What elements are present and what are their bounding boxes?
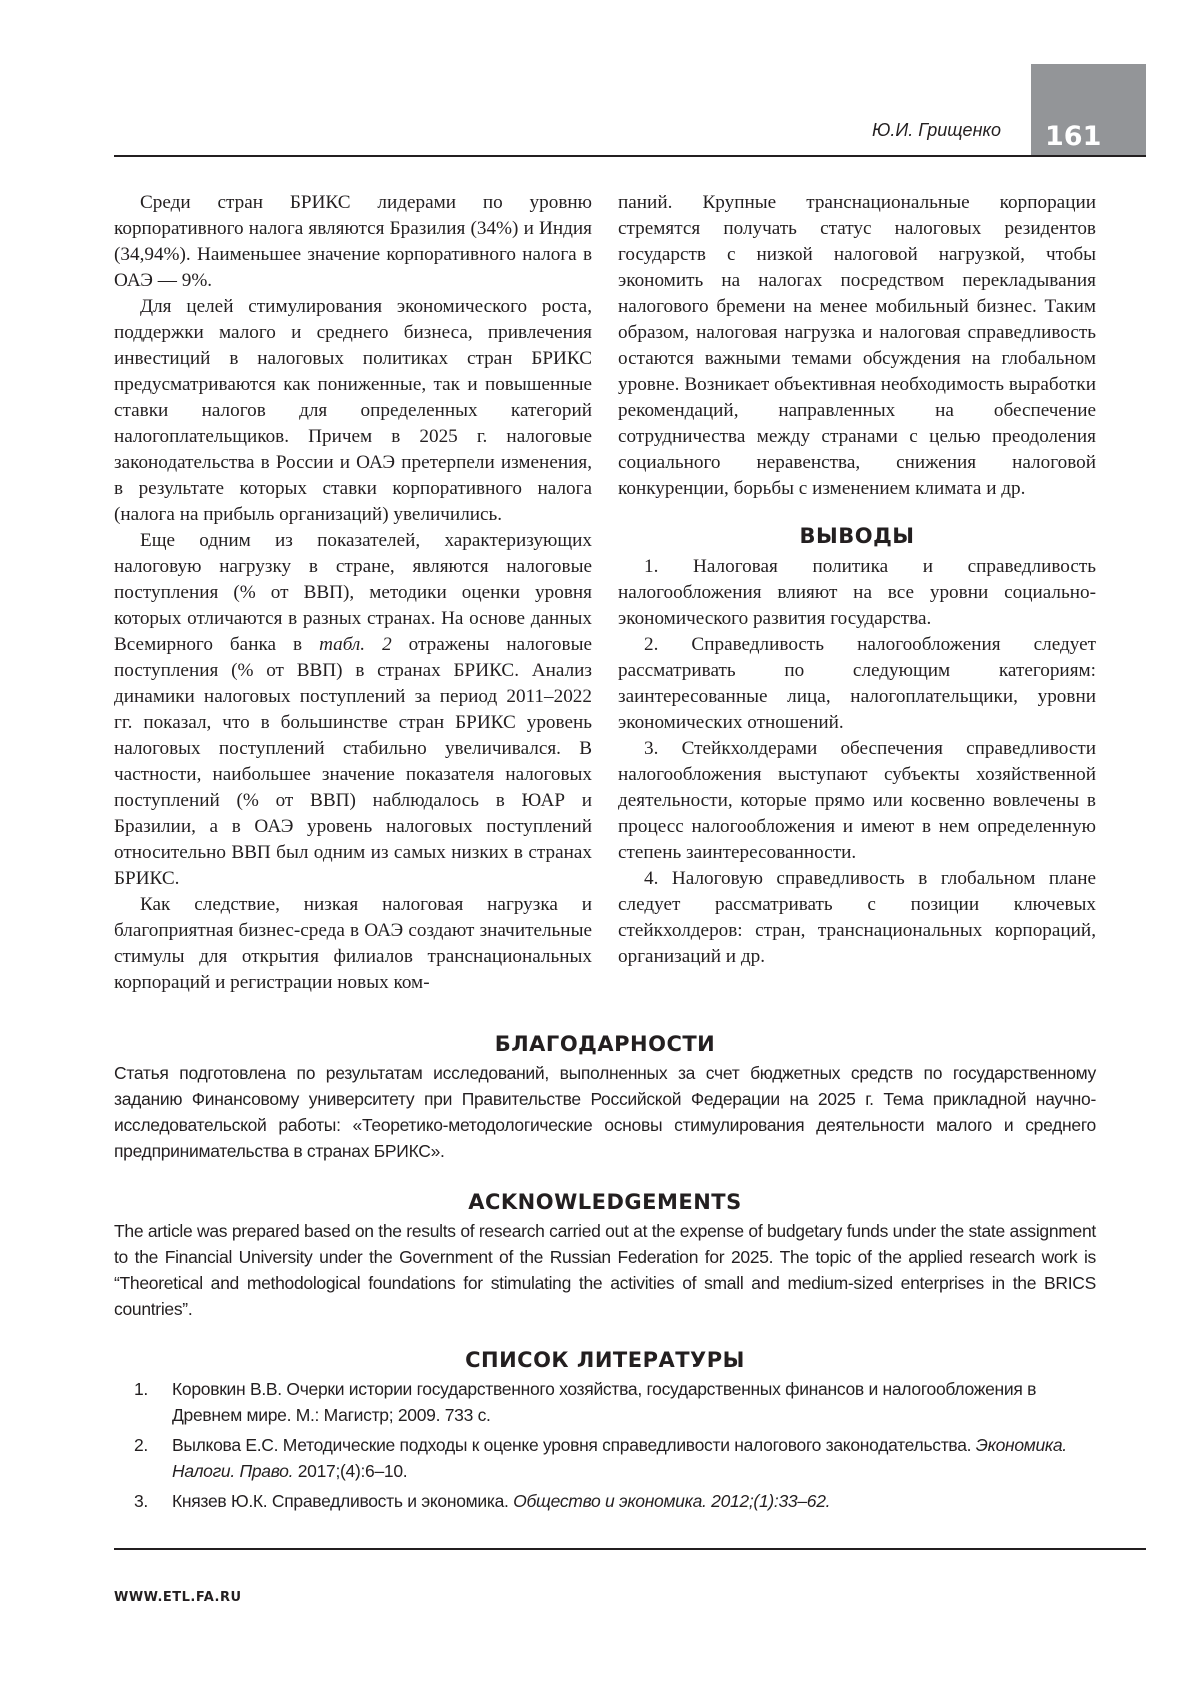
reference-source: Экономика. Налоги. Право. (172, 1435, 1067, 1481)
paragraph-continuation: паний. Крупные транснациональные корпорации стремятся получать статус налоговых резидентов государств с низкой налоговой нагрузкой, чтобы экономить на налогах посредством перекладывания налогового бремени на менее мобильный бизнес. Таким образом, налоговая нагрузка и налоговая справедливость остаются важными темами обсуждения на глобальном уровне. Возникает объективная необходимость выработки рекомендаций, направленных на обеспечение сотрудничества между странами с целью преодоления социального неравенства, снижения налоговой конкуренции, борьбы с изменением климата и др. (618, 192, 1096, 499)
acknowledgements-en-heading: ACKNOWLEDGEMENTS (468, 1190, 742, 1214)
references-heading: СПИСОК ЛИТЕРАТУРЫ (465, 1348, 745, 1372)
left-column (114, 190, 592, 996)
paragraph-text: отражены налоговые поступления (% от ВВП) в странах БРИКС. Анализ динамики налоговых поступлений за период 2011–2022 гг. показал, что в большинстве стран БРИКС уровень налоговых поступлений стабильно увеличивался. В частности, наибольшее значение показателя налоговых поступлений (% от ВВП) наблюдалось в ЮАР и Бразилии, а в ОАЭ уровень налоговых поступлений относительно ВВП был одним из самых низких в странах БРИКС. (114, 634, 592, 889)
paragraph (114, 528, 592, 892)
journal-website-link[interactable]: WWW.ETL.FA.RU (114, 1590, 242, 1605)
header-rule (114, 155, 1146, 157)
paragraph: Для целей стимулирования экономического роста, поддержки малого и среднего бизнеса, привлечения инвестиций в налоговых политиках стран БРИКС предусматриваются как пониженные, так и повышенные ставки налогов для определенных категорий налогоплательщиков. Причем в 2025 г. налоговые законодательства в России и ОАЭ претерпели изменения, в результате которых ставки корпоративного налога (налога на прибыль организаций) увеличились. (114, 296, 592, 525)
reference-number: 2. (134, 1435, 148, 1455)
paragraph: Как следствие, низкая налоговая нагрузка и благоприятная бизнес-среда в ОАЭ создают значительные стимулы для открытия филиалов транснациональных корпораций и регистрации новых ком- (114, 894, 592, 993)
references-section (114, 1346, 1096, 1518)
conclusion-item: 2. Справедливость налогообложения следует рассматривать по следующим категориям: заинтересованные лица, налогоплательщики, уровни экономических отношений. (618, 634, 1096, 733)
reference-text: Коровкин В.В. Очерки истории государственного хозяйства, государственных финансов и налогообложения в Древнем мире. М.: Магистр; 2009. 733 с. (172, 1379, 1037, 1425)
reference-number: 3. (134, 1491, 148, 1511)
conclusion-item: 4. Налоговую справедливость в глобальном плане следует рассматривать с позиции ключевых стейкхолдеров: стран, транснациональных корпораций, организаций и др. (618, 868, 1096, 967)
acknowledgements-ru-section (114, 1030, 1096, 1164)
references-list (114, 1376, 1096, 1514)
conclusions-heading: ВЫВОДЫ (799, 524, 915, 548)
acknowledgements-ru-heading: БЛАГОДАРНОСТИ (494, 1032, 716, 1056)
table-reference: табл. 2 (319, 634, 392, 655)
paragraph-text: Еще одним из показателей, характеризующих налоговую нагрузку в стране, являются налоговые поступления (% от ВВП), методики оценки уровня которых отличаются в разных странах. На основе данных Всемирного банка в (114, 530, 592, 655)
paragraph: Среди стран БРИКС лидерами по уровню корпоративного налога являются Бразилия (34%) и Индия (34,94%). Наименьшее значение корпоративного налога в ОАЭ — 9%. (114, 192, 592, 291)
running-head-author: Ю.И. Грищенко (871, 120, 1001, 140)
page-number: 161 (1045, 121, 1102, 152)
acknowledgements-ru-text: Статья подготовлена по результатам исследований, выполненных за счет бюджетных средств по государственному заданию Финансовому университету при Правительстве Российской Федерации на 2025 г. Тема прикладной научно-исследовательской работы: «Теоретико-методологические основы стимулирования деятельности малого и среднего предпринимательства в странах БРИКС». (114, 1063, 1096, 1161)
acknowledgements-en-section (114, 1188, 1096, 1322)
page-header (114, 64, 1146, 156)
reference-text: Вылкова Е.С. Методические подходы к оценке уровня справедливости налогового законодательства. (172, 1435, 976, 1455)
footer-rule (114, 1548, 1146, 1550)
reference-item (114, 1432, 1096, 1484)
conclusion-item: 3. Стейкхолдерами обеспечения справедливости налогообложения выступают субъекты хозяйственной деятельности, которые прямо или косвенно вовлечены в процесс налогообложения и имеют в нем определенную степень заинтересованности. (618, 738, 1096, 863)
reference-details: 2017;(4):6–10. (293, 1461, 408, 1481)
reference-item (114, 1488, 1096, 1514)
reference-source: Общество и экономика. 2012;(1):33–62. (513, 1491, 831, 1511)
conclusion-item: 1. Налоговая политика и справедливость налогообложения влияют на все уровни социально-экономического развития государства. (618, 556, 1096, 629)
right-column (618, 190, 1096, 970)
page-number-box (1031, 64, 1146, 156)
reference-number: 1. (134, 1379, 148, 1399)
acknowledgements-en-text: The article was prepared based on the results of research carried out at the expense of budgetary funds under the state assignment to the Financial University under the Government of the Russian Federation for 2025. The topic of the applied research work is “Theoretical and methodological foundations for stimulating the activities of small and medium-sized enterprises in the BRICS countries”. (114, 1221, 1096, 1319)
reference-item (114, 1376, 1096, 1428)
reference-text: Князев Ю.К. Справедливость и экономика. (172, 1491, 514, 1511)
